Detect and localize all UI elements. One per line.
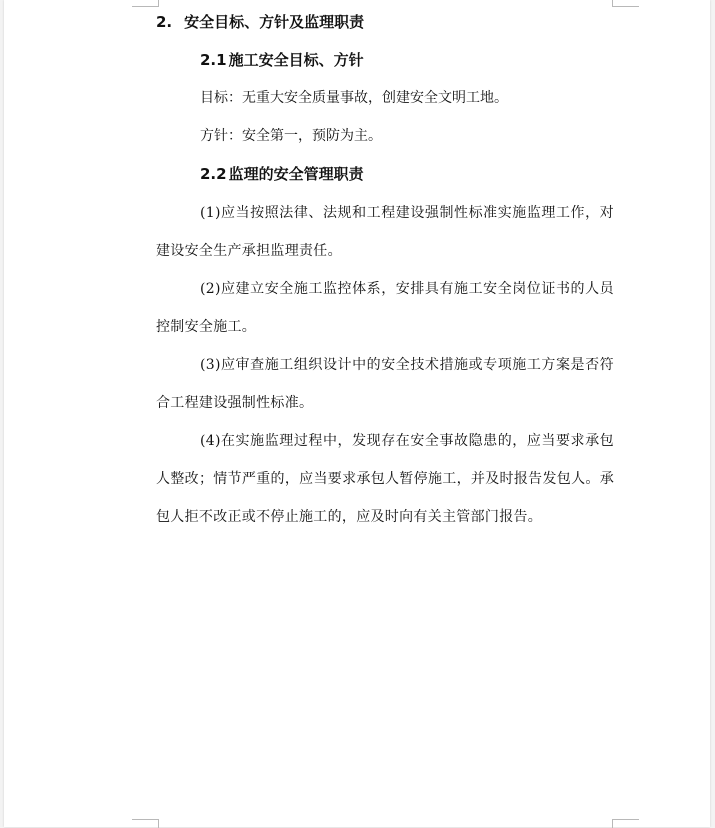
goal-text: 目标：无重大安全质量事故，创建安全文明工地。 — [200, 90, 508, 106]
subsection-heading-2 — [156, 160, 614, 188]
subsection-title: 监理的安全管理职责 — [228, 165, 364, 183]
duty-item-2: (2)应建立安全施工监控体系，安排具有施工安全岗位证书的人员控制安全施工。 — [156, 281, 614, 335]
section-number: 2. — [156, 13, 173, 31]
policy-text: 方针：安全第一，预防为主。 — [200, 128, 382, 144]
margin-mark-top-right — [612, 0, 639, 7]
subsection-number: 2.1 — [200, 51, 227, 69]
duty-item-1: (1)应当按照法律、法规和工程建设强制性标准实施监理工作，对建设安全生产承担监理责任。 — [156, 205, 614, 259]
subsection-number: 2.2 — [200, 165, 227, 183]
duty-item-3: (3)应审查施工组织设计中的安全技术措施或专项施工方案是否符合工程建设强制性标准。 — [156, 357, 614, 411]
document-page — [4, 0, 710, 827]
subsection-title: 施工安全目标、方针 — [228, 51, 364, 69]
subsection-heading-1 — [156, 46, 614, 74]
duty-item-4: (4)在实施监理过程中，发现存在安全事故隐患的，应当要求承包人整改；情节严重的，应当要求承包人暂停施工，并及时报告发包人。承包人拒不改正或不停止施工的，应及时向有关主管部门报告。 — [156, 433, 614, 525]
section-heading — [156, 8, 614, 36]
document-body — [156, 8, 614, 536]
section-title: 安全目标、方针及监理职责 — [184, 13, 365, 31]
margin-mark-top-left — [132, 0, 159, 7]
